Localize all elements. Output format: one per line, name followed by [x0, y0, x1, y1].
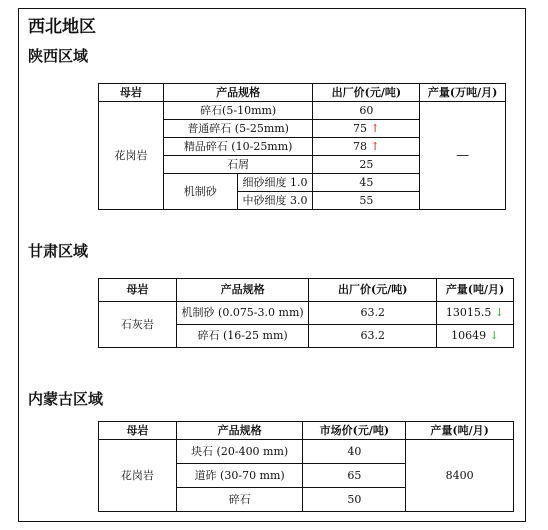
- spec-cell: 普通碎石 (5-25mm): [163, 120, 313, 138]
- output-value: 10649: [451, 329, 487, 342]
- header-output: 产量(吨/月): [406, 422, 514, 440]
- inner-mongolia-table: [98, 421, 514, 512]
- table-row: [99, 440, 514, 464]
- header-spec: 产品规格: [163, 84, 313, 102]
- spec-cell: 细砂细度 1.0: [237, 174, 313, 192]
- output-value: 13015.5: [445, 306, 492, 319]
- price-cell: 65: [303, 464, 406, 488]
- rock-cell: 石灰岩: [99, 302, 177, 348]
- header-spec: 产品规格: [176, 279, 309, 302]
- trend-up-icon: ↑: [370, 122, 380, 135]
- spec-cell: 石屑: [163, 156, 313, 174]
- table-row: [99, 302, 514, 325]
- section-title-inner-mongolia: 内蒙古区域: [28, 390, 104, 408]
- header-price: 出厂价(元/吨): [309, 279, 437, 302]
- table-header-row: [99, 84, 506, 102]
- trend-down-icon: ↓: [494, 306, 505, 319]
- spec-cell: 块石 (20-400 mm): [176, 440, 303, 464]
- header-output: 产量(万吨/月): [420, 84, 506, 102]
- spec-cell: 中砂细度 3.0: [237, 192, 313, 210]
- trend-down-icon: ↓: [489, 329, 499, 342]
- spec-cell: 精品碎石 (10-25mm): [163, 138, 313, 156]
- section-title-shaanxi: 陕西区域: [28, 47, 89, 65]
- output-cell: [437, 302, 514, 325]
- spec-cell: 碎石(5-10mm): [163, 102, 313, 120]
- rock-cell: 花岗岩: [99, 102, 164, 210]
- output-cell: [437, 325, 514, 348]
- header-rock: 母岩: [99, 84, 164, 102]
- price-cell: 25: [313, 156, 420, 174]
- table-header-row: [99, 422, 514, 440]
- price-cell: 45: [313, 174, 420, 192]
- header-spec: 产品规格: [176, 422, 303, 440]
- header-rock: 母岩: [99, 279, 177, 302]
- price-value: 78: [352, 140, 367, 153]
- header-price: 出厂价(元/吨): [313, 84, 420, 102]
- table-header-row: [99, 279, 514, 302]
- gansu-table: [98, 278, 514, 348]
- price-cell: 40: [303, 440, 406, 464]
- spec-cell: 道砟 (30-70 mm): [176, 464, 303, 488]
- header-output: 产量(吨/月): [437, 279, 514, 302]
- table-row: [99, 102, 506, 120]
- trend-up-icon: ↑: [370, 140, 380, 153]
- page-title: 西北地区: [28, 17, 96, 37]
- price-value: 75: [352, 122, 367, 135]
- price-cell: [313, 120, 420, 138]
- price-cell: [313, 138, 420, 156]
- shaanxi-table: [98, 83, 506, 210]
- price-cell: 55: [313, 192, 420, 210]
- header-rock: 母岩: [99, 422, 177, 440]
- output-cell: 8400: [406, 440, 514, 512]
- price-cell: 63.2: [309, 302, 437, 325]
- spec-cell: 碎石 (16-25 mm): [176, 325, 309, 348]
- rock-cell: 花岗岩: [99, 440, 177, 512]
- price-cell: 63.2: [309, 325, 437, 348]
- header-price: 市场价(元/吨): [303, 422, 406, 440]
- output-cell: —: [420, 102, 506, 210]
- spec-cell: 机制砂 (0.075-3.0 mm): [176, 302, 309, 325]
- price-cell: 50: [303, 488, 406, 512]
- spec-cell: 碎石: [176, 488, 303, 512]
- sand-label-cell: 机制砂: [163, 174, 237, 210]
- price-cell: 60: [313, 102, 420, 120]
- section-title-gansu: 甘肃区域: [28, 242, 89, 260]
